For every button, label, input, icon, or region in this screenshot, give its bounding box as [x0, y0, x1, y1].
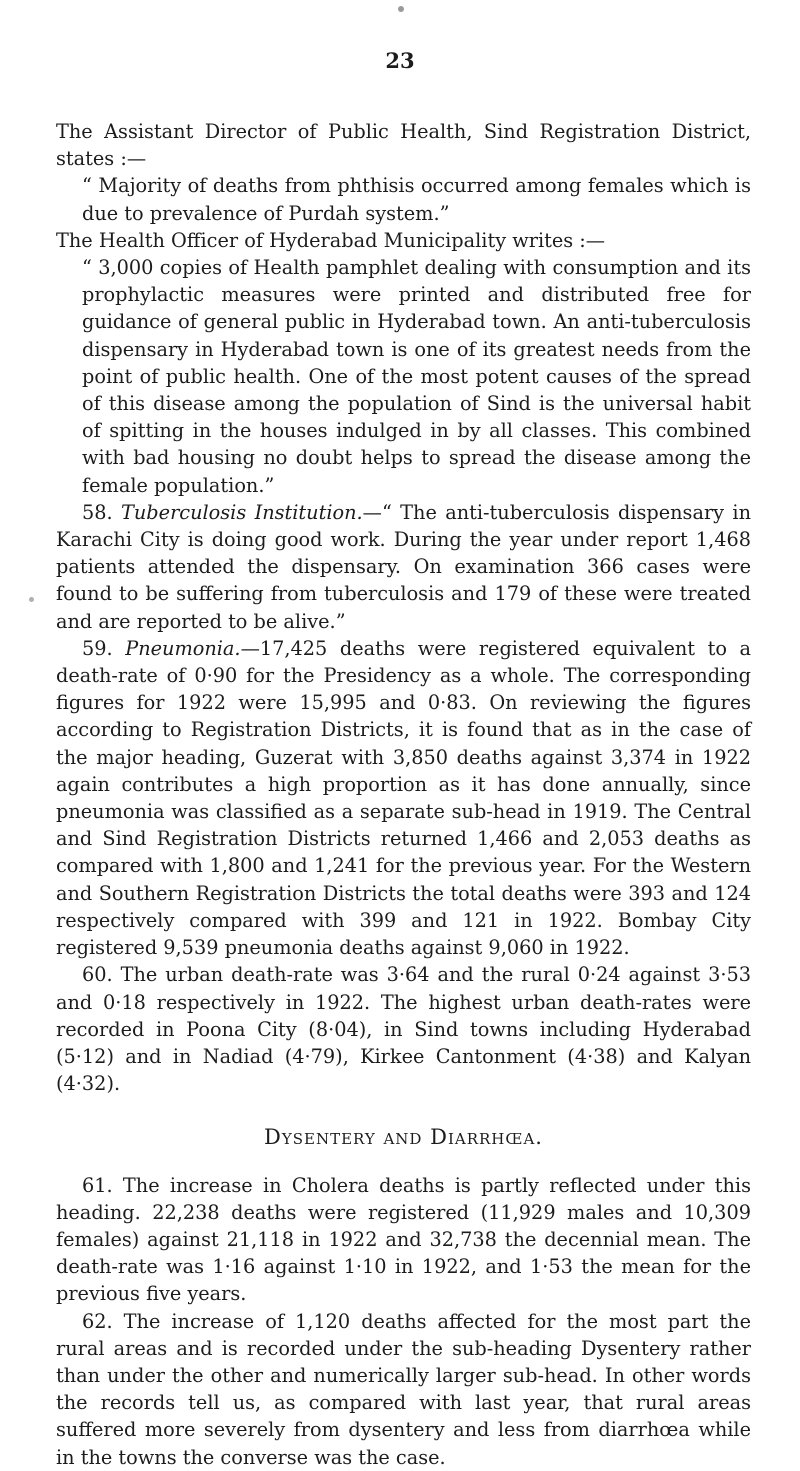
paragraph-59 — [56, 635, 751, 961]
scan-speck — [398, 6, 404, 12]
section-heading: Dysentery and Diarrhœa. — [264, 1125, 543, 1150]
paragraph-58-number: 58. — [82, 500, 113, 524]
intro-health-officer: The Health Officer of Hyderabad Municipality writes :— — [56, 228, 606, 252]
paragraph-58 — [56, 499, 751, 635]
page-number: 23 — [385, 48, 415, 73]
quote-assistant-director: “ Majority of deaths from phthisis occurred among females which is due to prevalence of Purdah system.” — [82, 174, 751, 225]
paragraph-61: 61. The increase in Cholera deaths is partly reflected under this heading. 22,238 deaths were registered (11,929 males and 10,309 females) against 21,118 in 1922 and 32,738 the decennial mean. The death-rate was 1·16 against 1·10 in 1922, and 1·53 the mean for the previous five years. — [56, 1173, 751, 1306]
scan-speck — [29, 597, 34, 602]
paragraph-59-number: 59. — [82, 636, 113, 660]
paragraph-59-title: Pneumonia. — [125, 636, 241, 660]
paragraph-59-text: —17,425 deaths were registered equivalent to a death-rate of 0·90 for the Presidency as a whole. The corresponding figures for 1922 were 15,995 and 0·83. On reviewing the figures according to Registration Districts, it is found that as in the case of the major heading, Guzerat with 3,850 deaths against 3,374 in 1922 again contributes a high proportion as it has done annually, since pneumonia was classified as a separate sub-head in 1919. The Central and Sind Registration Districts returned 1,466 and 2,053 deaths as compared with 1,800 and 1,241 for the previous year. For the Western and Southern Registration Districts the total deaths were 393 and 124 respectively compared with 399 and 121 in 1922. Bombay City registered 9,539 pneumonia deaths against 9,060 in 1922. — [56, 636, 751, 960]
body-text — [56, 118, 751, 1471]
paragraph-60: 60. The urban death-rate was 3·64 and the rural 0·24 against 3·53 and 0·18 respectively in 1922. The highest urban death-rates were recorded in Poona City (8·04), in Sind towns including Hyderabad (5·12) and in Nadiad (4·79), Kirkee Cantonment (4·38) and Kalyan (4·32). — [56, 963, 751, 1096]
paragraph-58-title: Tuberculosis Institution. — [121, 500, 363, 524]
intro-line: The Assistant Director of Public Health, Sind Registration District, states :— — [56, 120, 751, 171]
paragraph-58-text: —“ The anti-tuberculosis dispensary in Karachi City is doing good work. During the year under report 1,468 patients attended the dispensary. On examination 366 cases were found to be suffering from tuberculosis and 179 of these were treated and are reported to be alive.” — [56, 500, 751, 633]
paragraph-62: 62. The increase of 1,120 deaths affected for the most part the rural areas and is recorded under the sub-heading Dysentery rather than under the other and numerically larger sub-head. In other words the records tell us, as compared with last year, that rural areas suffered more severely from dysentery and less from diarrhœa while in the towns the converse was the case. — [56, 1309, 751, 1469]
quote-health-officer: “ 3,000 copies of Health pamphlet dealing with consumption and its prophylactic measures were printed and distributed free for guidance of general public in Hyderabad town. An anti-tuberculosis dispensary in Hyderabad town is one of its greatest needs from the point of public health. One of the most potent causes of the spread of this disease among the population of Sind is the universal habit of spitting in the houses indulged in by all classes. This combined with bad housing no doubt helps to spread the disease among the female population.” — [82, 256, 751, 497]
